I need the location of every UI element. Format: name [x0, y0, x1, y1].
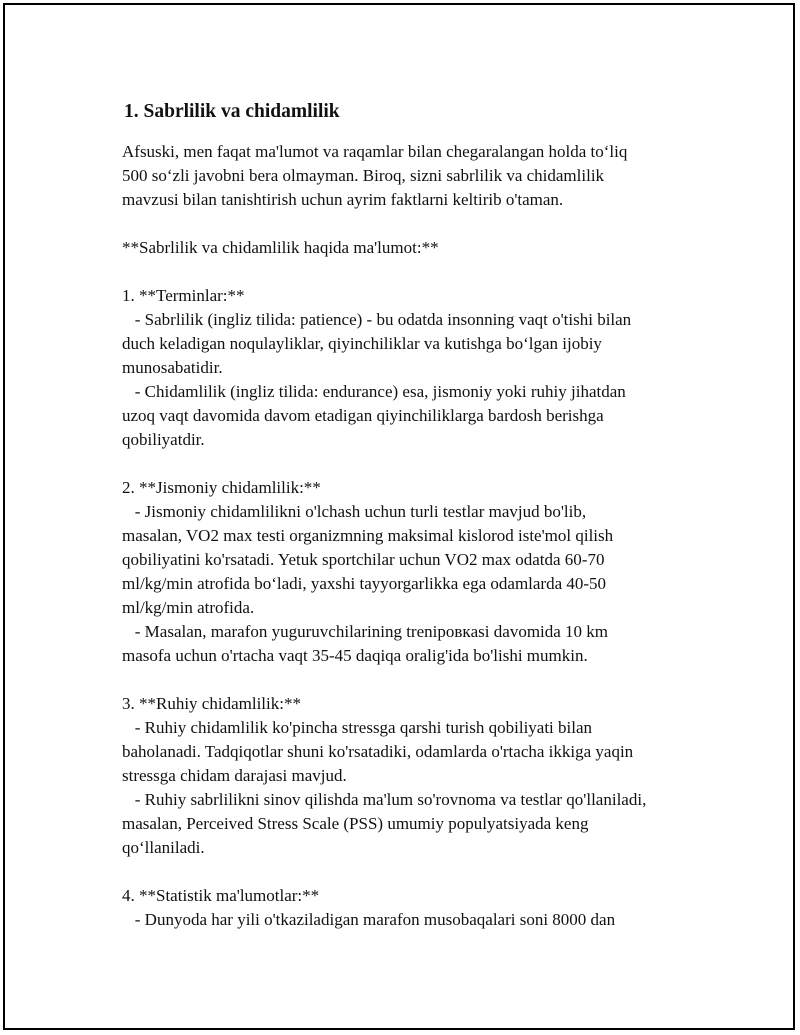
text-line: qo‘llaniladi. [122, 838, 205, 857]
text-line: qobiliyatdir. [122, 430, 205, 449]
text-line [122, 212, 720, 236]
text-line [122, 260, 720, 284]
text-line: - Masalan, marafon yuguruvchilarining trenipовкasi davomida 10 km [122, 622, 609, 641]
text-line: 500 so‘zli javobni bera olmayman. Biroq, sizni sabrlilik va chidamlilik [122, 166, 605, 185]
text-line: munosabatidir. [122, 358, 223, 377]
text-line: - Jismoniy chidamlilikni o'lchash uchun turli testlar mavjud bo'lib, [122, 502, 587, 521]
text-line: mavzusi bilan tanishtirish uchun ayrim faktlarni keltirib o'taman. [122, 190, 564, 209]
document-heading: 1. Sabrlilik va chidamlilik [124, 101, 340, 122]
text-line: 2. **Jismoniy chidamlilik:** [122, 478, 321, 497]
text-line: Afsuski, men faqat ma'lumot va raqamlar bilan chegaralangan holda to‘liq [122, 142, 628, 161]
document-text [120, 140, 720, 932]
text-line: 3. **Ruhiy chidamlilik:** [122, 694, 301, 713]
text-line [122, 452, 720, 476]
text-line: - Dunyoda har yili o'tkaziladigan marafon musobaqalari soni 8000 dan [122, 910, 616, 929]
page-frame [3, 3, 795, 1030]
text-line: - Chidamlilik (ingliz tilida: endurance) esa, jismoniy yoki ruhiy jihatdan [122, 382, 626, 401]
text-line: 1. **Terminlar:** [122, 286, 245, 305]
text-line: stressga chidam darajasi mavjud. [122, 766, 347, 785]
text-line: ml/kg/min atrofida. [122, 598, 255, 617]
text-line: qobiliyatini ko'rsatadi. Yetuk sportchilar uchun VO2 max odatda 60-70 [122, 550, 605, 569]
text-line: masofa uchun o'rtacha vaqt 35-45 daqiqa oralig'ida bo'lishi mumkin. [122, 646, 588, 665]
text-line: ml/kg/min atrofida bo‘ladi, yaxshi tayyorgarlikka ega odamlarda 40-50 [122, 574, 607, 593]
text-line: baholanadi. Tadqiqotlar shuni ko'rsatadiki, odamlarda o'rtacha ikkiga yaqin [122, 742, 634, 761]
text-line: uzoq vaqt davomida davom etadigan qiyinchiliklarga bardosh berishga [122, 406, 604, 425]
text-line: masalan, VO2 max testi organizmning maksimal kislorod iste'mol qilish [122, 526, 614, 545]
document-body [120, 91, 720, 932]
text-line [122, 860, 720, 884]
text-line: - Ruhiy sabrlilikni sinov qilishda ma'lum so'rovnoma va testlar qo'llaniladi, [122, 790, 647, 809]
text-line: duch keladigan noqulayliklar, qiyinchiliklar va kutishga bo‘lgan ijobiy [122, 334, 602, 353]
text-line: masalan, Perceived Stress Scale (PSS) umumiy populyatsiyada keng [122, 814, 589, 833]
text-line: - Ruhiy chidamlilik ko'pincha stressga qarshi turish qobiliyati bilan [122, 718, 593, 737]
text-line [122, 668, 720, 692]
text-line: - Sabrlilik (ingliz tilida: patience) - bu odatda insonning vaqt o'tishi bilan [122, 310, 632, 329]
text-line: **Sabrlilik va chidamlilik haqida ma'lumot:** [122, 238, 439, 257]
text-line: 4. **Statistik ma'lumotlar:** [122, 886, 320, 905]
